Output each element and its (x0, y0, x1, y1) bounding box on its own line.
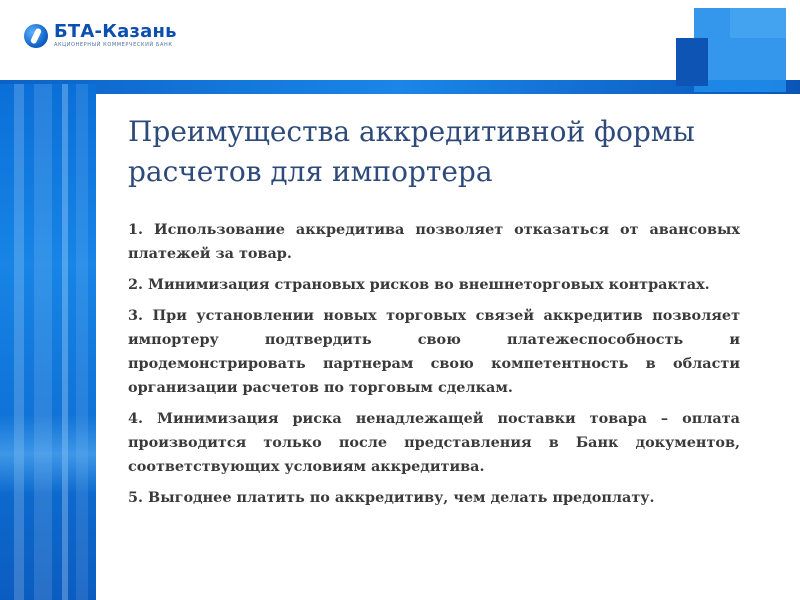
band-stripe (62, 84, 68, 600)
list-item: 2. Минимизация страновых рисков во внешнеторговых контрактах. (128, 276, 710, 293)
band-stripe (76, 84, 88, 600)
band-stripe (34, 84, 52, 600)
list-item: 5. Выгоднее платить по аккредитиву, чем делать предоплату. (128, 489, 655, 506)
corner-square (730, 8, 786, 38)
brand-logo (24, 22, 177, 49)
left-decorative-band (0, 84, 96, 600)
slide-title (128, 112, 748, 192)
band-stripe (14, 84, 24, 600)
band-glow (0, 414, 96, 494)
brand-subtitle: АКЦИОНЕРНЫЙ КОММЕРЧЕСКИЙ БАНК (54, 42, 173, 48)
slide-title-line2: расчетов для импортера (128, 155, 493, 188)
list-item: 4. Минимизация риска ненадлежащей поставки товара – оплата производится только после представления в Банк документов, соответствующих условиям аккредитива. (128, 410, 740, 475)
corner-square (676, 38, 708, 86)
list-item: 1. Использование аккредитива позволяет отказаться от авансовых платежей за товар. (128, 221, 740, 262)
logo-text-group (54, 22, 177, 49)
brand-name: БТА-Казань (54, 21, 177, 42)
slide-body (128, 218, 740, 517)
list-item: 3. При установлении новых торговых связей аккредитив позволяет импортеру подтвердить свою платежеспособность и продемонстрировать партнерам свою компетентность в области организации расчетов по торговым сделкам. (128, 307, 740, 396)
slide-title-line1: Преимущества аккредитивной формы (128, 115, 695, 148)
logo-icon (24, 24, 48, 48)
